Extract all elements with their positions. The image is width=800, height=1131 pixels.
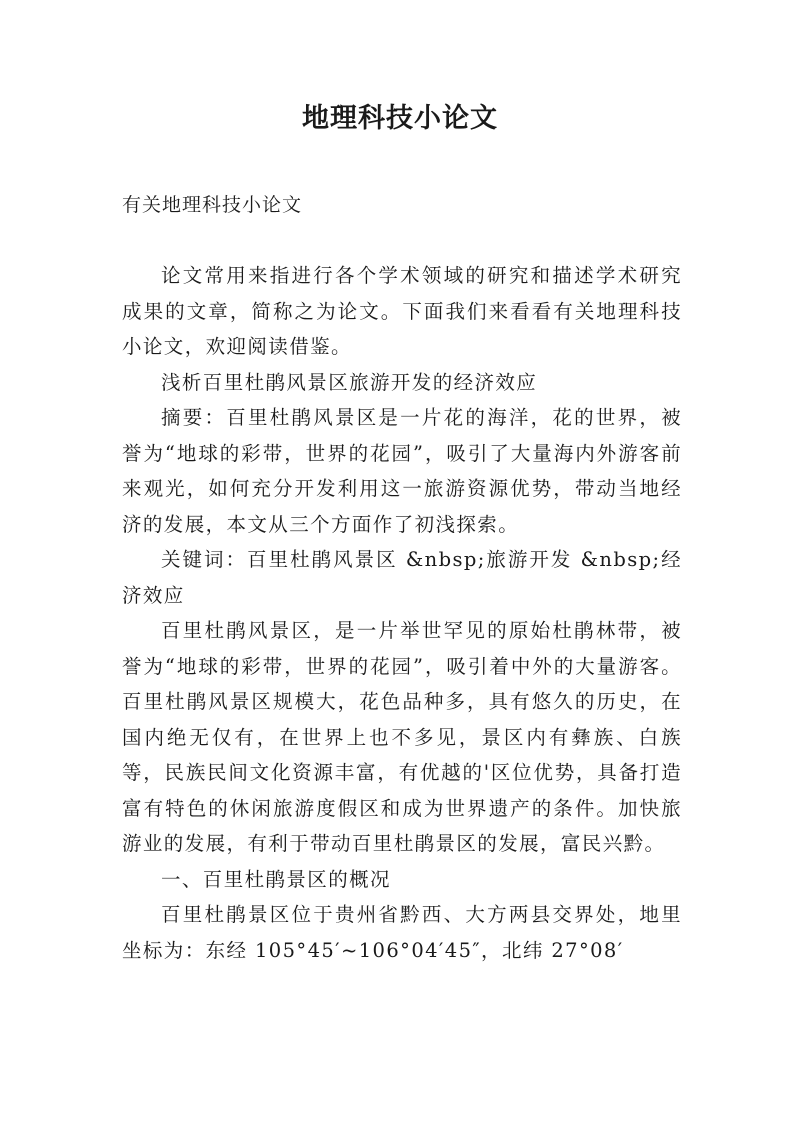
body-paragraph: 百里杜鹃景区位于贵州省黔西、大方两县交界处，地里坐标为：东经 105°45′~106°04′45″，北纬 27°08′ (122, 903, 682, 962)
section-heading: 一、百里杜鹃景区的概况 (161, 867, 391, 891)
document-title: 地理科技小论文 (302, 103, 498, 134)
keywords-paragraph: 关键词：百里杜鹃风景区 &nbsp;旅游开发 &nbsp;经济效应 (122, 548, 682, 607)
document-subtitle: 有关地理科技小论文 (122, 194, 303, 216)
article-title: 浅析百里杜鹃风景区旅游开发的经济效应 (161, 370, 538, 394)
document-body (122, 258, 682, 968)
body-paragraph: 百里杜鹃风景区，是一片举世罕见的原始杜鹃林带，被誉为“地球的彩带，世界的花园”，吸引着中外的大量游客。百里杜鹃风景区规模大，花色品种多，具有悠久的历史，在国内绝无仅有，在世界上也不多见，景区内有彝族、白族等，民族民间文化资源丰富，有优越的'区位优势，具备打造富有特色的休闲旅游度假区和成为世界遗产的条件。加快旅游业的发展，有利于带动百里杜鹃景区的发展，富民兴黔。 (122, 619, 682, 855)
intro-paragraph: 论文常用来指进行各个学术领域的研究和描述学术研究成果的文章，简称之为论文。下面我们来看看有关地理科技小论文，欢迎阅读借鉴。 (122, 264, 682, 358)
abstract-paragraph: 摘要：百里杜鹃风景区是一片花的海洋，花的世界，被誉为“地球的彩带，世界的花园”，吸引了大量海内外游客前来观光，如何充分开发利用这一旅游资源优势，带动当地经济的发展，本文从三个方面作了初浅探索。 (122, 406, 682, 536)
